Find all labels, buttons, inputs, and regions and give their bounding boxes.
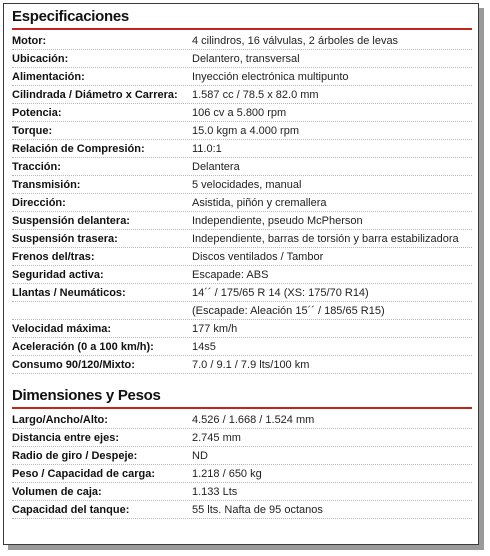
spec-label: Torque: <box>12 125 53 137</box>
spec-value: Independiente, pseudo McPherson <box>192 215 363 227</box>
spec-label: Suspensión trasera: <box>12 233 118 245</box>
spec-label: Alimentación: <box>12 71 85 83</box>
spec-value: 5 velocidades, manual <box>192 179 302 191</box>
spec-value: 4 cilindros, 16 válvulas, 2 árboles de levas <box>192 35 399 47</box>
spec-value: 2.745 mm <box>192 432 241 444</box>
spec-value: 15.0 kgm a 4.000 rpm <box>192 125 300 137</box>
spec-row <box>12 122 472 140</box>
spec-value: 1.218 / 650 kg <box>192 468 262 480</box>
section-title-especificaciones: Especificaciones <box>12 8 129 25</box>
spec-row <box>12 338 472 356</box>
spec-label: Dirección: <box>12 197 66 209</box>
spec-label: Capacidad del tanque: <box>12 504 130 516</box>
spec-label: Tracción: <box>12 161 61 173</box>
spec-row <box>12 465 472 483</box>
spec-row <box>12 176 472 194</box>
spec-label: Aceleración (0 a 100 km/h): <box>12 341 154 353</box>
spec-value: ND <box>192 450 208 462</box>
spec-value: 55 lts. Nafta de 95 octanos <box>192 504 323 516</box>
spec-row <box>12 501 472 519</box>
spec-label: Velocidad máxima: <box>12 323 112 335</box>
spec-value: Delantera <box>192 161 240 173</box>
spec-row <box>12 266 472 284</box>
section-divider-especificaciones <box>12 28 472 30</box>
spec-label: Consumo 90/120/Mixto: <box>12 359 135 371</box>
spec-row <box>12 104 472 122</box>
spec-row <box>12 68 472 86</box>
spec-value: Escapade: ABS <box>192 269 269 281</box>
spec-sheet <box>3 3 479 545</box>
spec-value: Asistida, piñón y cremallera <box>192 197 327 209</box>
spec-label <box>12 302 192 319</box>
spec-label: Volumen de caja: <box>12 486 102 498</box>
spec-row <box>12 50 472 68</box>
spec-label: Motor: <box>12 35 47 47</box>
spec-row <box>12 302 472 320</box>
spec-row <box>12 230 472 248</box>
spec-value: 7.0 / 9.1 / 7.9 lts/100 km <box>192 359 310 371</box>
spec-value: Delantero, transversal <box>192 53 300 65</box>
spec-label: Relación de Compresión: <box>12 143 145 155</box>
spec-value: (Escapade: Aleación 15´´ / 185/65 R15) <box>192 305 385 317</box>
spec-label: Llantas / Neumáticos: <box>12 287 126 299</box>
spec-value: Independiente, barras de torsión y barra estabilizadora <box>192 233 459 245</box>
spec-row <box>12 212 472 230</box>
spec-value: 1.587 cc / 78.5 x 82.0 mm <box>192 89 319 101</box>
spec-value: 177 km/h <box>192 323 238 335</box>
spec-value: Discos ventilados / Tambor <box>192 251 324 263</box>
specifications-table <box>12 32 472 374</box>
spec-row <box>12 320 472 338</box>
spec-label: Cilindrada / Diámetro x Carrera: <box>12 89 178 101</box>
section-title-dimensiones: Dimensiones y Pesos <box>12 387 161 404</box>
spec-label: Potencia: <box>12 107 62 119</box>
dimensions-table <box>12 411 472 519</box>
spec-row <box>12 447 472 465</box>
spec-label: Transmisión: <box>12 179 81 191</box>
spec-row <box>12 194 472 212</box>
spec-label: Ubicación: <box>12 53 69 65</box>
spec-row <box>12 483 472 501</box>
spec-row <box>12 411 472 429</box>
spec-label: Distancia entre ejes: <box>12 432 119 444</box>
spec-row <box>12 158 472 176</box>
spec-value: 14´´ / 175/65 R 14 (XS: 175/70 R14) <box>192 287 369 299</box>
spec-label: Suspensión delantera: <box>12 215 130 227</box>
spec-row <box>12 284 472 302</box>
spec-value: 106 cv a 5.800 rpm <box>192 107 287 119</box>
spec-row <box>12 32 472 50</box>
spec-row <box>12 140 472 158</box>
spec-row <box>12 356 472 374</box>
spec-label: Peso / Capacidad de carga: <box>12 468 156 480</box>
spec-label: Seguridad activa: <box>12 269 104 281</box>
spec-label: Radio de giro / Despeje: <box>12 450 138 462</box>
section-divider-dimensiones <box>12 407 472 409</box>
spec-value: Inyección electrónica multipunto <box>192 71 349 83</box>
spec-value: 1.133 Lts <box>192 486 238 498</box>
spec-value: 14s5 <box>192 341 216 353</box>
spec-row <box>12 429 472 447</box>
spec-row <box>12 248 472 266</box>
spec-value: 4.526 / 1.668 / 1.524 mm <box>192 414 315 426</box>
spec-label: Largo/Ancho/Alto: <box>12 414 108 426</box>
spec-value: 11.0:1 <box>192 143 222 155</box>
spec-row <box>12 86 472 104</box>
spec-label: Frenos del/tras: <box>12 251 95 263</box>
